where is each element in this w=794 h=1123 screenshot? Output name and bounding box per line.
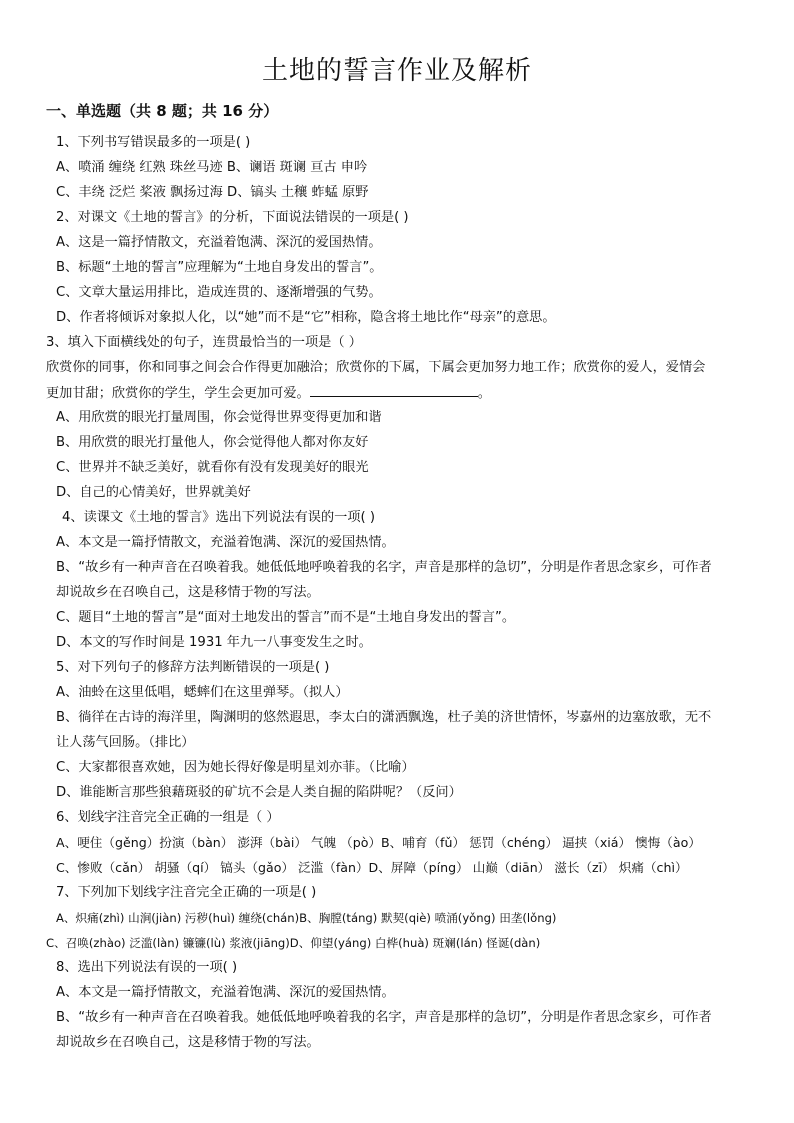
q5-option-a: A、油蛉在这里低唱，蟋蟀们在这里弹琴。（拟人） bbox=[56, 685, 349, 700]
q7-option-ab: A、炽痛(zhì) 山涧(jiàn) 污秽(huì) 缠绕(chán)B、胸膛(táng) 默契(qiè) 喷涌(yǒng) 田垄(lǒng) bbox=[56, 911, 557, 925]
question-6: 6、划线字注音完全正确的一组是（ ） bbox=[56, 810, 280, 825]
question-4: 4、读课文《土地的誓言》选出下列说法有误的一项( ) bbox=[62, 510, 375, 525]
q7-option-cd: C、召唤(zhào) 泛滥(làn) 镰镰(lù) 浆液(jiāng)D、仰望(yáng) 白桦(huà) 斑斓(lán) 怪诞(dàn) bbox=[46, 936, 541, 950]
q4-option-b: B、“故乡有一种声音在召唤着我。她低低地呼唤着我的名字，声音是那样的急切”，分明是作者思念家乡，可作者 bbox=[56, 560, 712, 575]
q2-option-b: B、标题“土地的誓言”应理解为“土地自身发出的誓言”。 bbox=[56, 260, 383, 275]
q3-passage-line-2 bbox=[46, 384, 491, 403]
q4-option-c: C、题目“土地的誓言”是“面对土地发出的誓言”而不是“土地自身发出的誓言”。 bbox=[56, 610, 516, 625]
q6-option-cd: C、惨败（cǎn） 胡骚（qí） 镐头（gǎo） 泛滥（fàn）D、屏障（píng） 山巅（diān） 滋长（zī） 炽痛（chì） bbox=[56, 860, 688, 875]
q1-option-cd: C、丰绕 泛烂 桨液 飘扬过海 D、镐头 土穰 蚱蜢 原野 bbox=[56, 185, 369, 200]
q5-option-b: B、徜徉在古诗的海洋里，陶渊明的悠然遐思，李太白的潇洒飘逸，杜子美的济世情怀，岑嘉州的边塞放歌，无不 bbox=[56, 710, 712, 725]
question-3: 3、填入下面横线处的句子，连贯最恰当的一项是（ ） bbox=[46, 335, 362, 350]
fill-in-blank bbox=[310, 384, 478, 397]
q2-option-a: A、这是一篇抒情散文，充溢着饱满、深沉的爱国热情。 bbox=[56, 235, 382, 250]
page-title: 土地的誓言作业及解析 bbox=[261, 56, 532, 86]
q3-passage-text: 更加甘甜；欣赏你的学生，学生会更加可爱。 bbox=[46, 386, 310, 401]
q3-option-b: B、用欣赏的眼光打量他人，你会觉得他人都对你友好 bbox=[56, 435, 369, 450]
q2-option-c: C、文章大量运用排比，造成连贯的、逐渐增强的气势。 bbox=[56, 285, 382, 300]
q5-option-c: C、大家都很喜欢她，因为她长得好像是明星刘亦菲。（比喻） bbox=[56, 760, 415, 775]
q6-option-ab: A、哽住（gěng）扮演（bàn） 澎湃（bài） 气魄 （pò）B、哺育（fǔ） 惩罚（chéng） 逼挟（xiá） 懊悔（ào） bbox=[56, 835, 701, 850]
q3-passage-line-1: 欣赏你的同事，你和同事之间会合作得更加融洽；欣赏你的下属，下属会更加努力地工作；欣赏你的爱人，爱情会 bbox=[46, 360, 706, 375]
q4-option-a: A、本文是一篇抒情散文，充溢着饱满、深沉的爱国热情。 bbox=[56, 535, 395, 550]
section-heading: 一、单选题（共 8 题；共 16 分） bbox=[46, 102, 279, 120]
question-7: 7、下列加下划线字注音完全正确的一项是( ) bbox=[56, 885, 317, 900]
question-5: 5、对下列句子的修辞方法判断错误的一项是( ) bbox=[56, 660, 330, 675]
question-8: 8、选出下列说法有误的一项( ) bbox=[56, 960, 238, 975]
q5-option-d: D、谁能断言那些狼藉斑驳的矿坑不会是人类自掘的陷阱呢？（反问） bbox=[56, 785, 462, 800]
q1-option-ab: A、喷涌 缠绕 红熟 珠丝马迹 B、谰语 斑谰 亘古 申吟 bbox=[56, 160, 368, 175]
q2-option-d: D、作者将倾诉对象拟人化，以“她”而不是“它”相称，隐含将土地比作“母亲”的意思。 bbox=[56, 310, 556, 325]
q3-option-d: D、自己的心情美好，世界就美好 bbox=[56, 485, 251, 500]
blank-period: 。 bbox=[477, 386, 491, 401]
q5-option-b-cont: 让人荡气回肠。（排比） bbox=[56, 735, 195, 750]
q3-option-c: C、世界并不缺乏美好，就看你有没有发现美好的眼光 bbox=[56, 460, 369, 475]
q4-option-d: D、本文的写作时间是 1931 年九一八事变发生之时。 bbox=[56, 635, 372, 650]
question-2: 2、对课文《土地的誓言》的分析，下面说法错误的一项是( ) bbox=[56, 210, 409, 225]
q3-option-a: A、用欣赏的眼光打量周围，你会觉得世界变得更加和谐 bbox=[56, 410, 382, 425]
q4-option-b-cont: 却说故乡在召唤自己，这是移情于物的写法。 bbox=[56, 585, 320, 600]
q8-option-b: B、“故乡有一种声音在召唤着我。她低低地呼唤着我的名字，声音是那样的急切”，分明是作者思念家乡，可作者 bbox=[56, 1010, 712, 1025]
q8-option-b-cont: 却说故乡在召唤自己，这是移情于物的写法。 bbox=[56, 1035, 320, 1050]
q8-option-a: A、本文是一篇抒情散文，充溢着饱满、深沉的爱国热情。 bbox=[56, 985, 395, 1000]
question-1: 1、下列书写错误最多的一项是( ) bbox=[56, 135, 251, 150]
